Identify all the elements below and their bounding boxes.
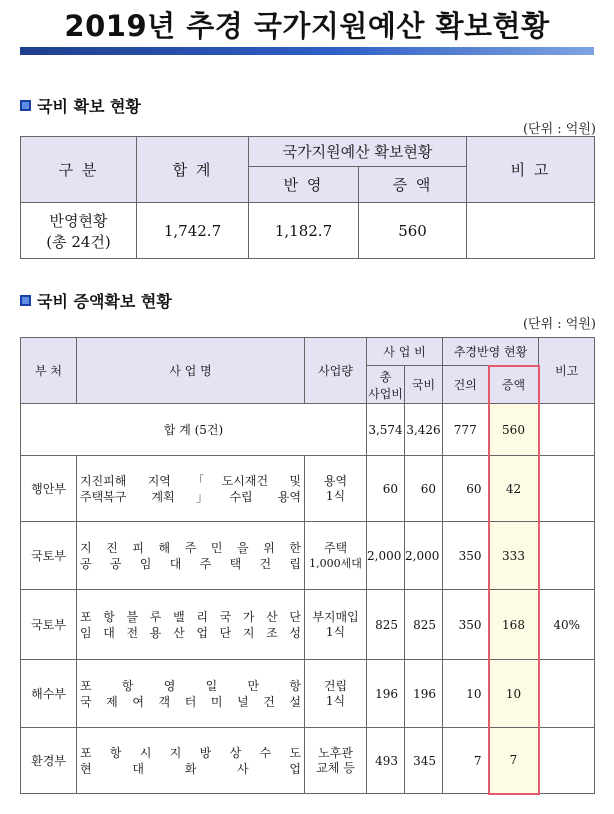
header-supp: 추경반영 현황 <box>443 338 539 366</box>
row-count: 10 <box>443 660 489 728</box>
row-project-name <box>77 660 305 728</box>
row-total: 2,000 <box>367 522 405 590</box>
table-row <box>21 456 595 522</box>
row-project-name-l1: 포 항 블 루 밸 리 국 가 산 단 <box>80 609 301 624</box>
row-project-name-l1: 지진피해 지역 「도시재건 및 <box>80 473 301 488</box>
header-note: 비고 <box>539 338 595 404</box>
row-increase: 333 <box>489 522 539 590</box>
row-count: 60 <box>443 456 489 522</box>
row-project-name-l2: 현 대 화 사 업 <box>80 761 301 776</box>
row-national: 196 <box>405 660 443 728</box>
table-row <box>21 660 595 728</box>
row-note <box>539 522 595 590</box>
row-total: 1,742.7 <box>137 203 249 259</box>
row-dept: 국토부 <box>21 590 77 660</box>
row-increase: 168 <box>489 590 539 660</box>
title-underline-bar <box>20 47 594 55</box>
section1-heading <box>20 94 141 117</box>
row-note <box>467 203 595 259</box>
row-quantity-l2: 1,000세대 <box>309 556 362 570</box>
sum-note <box>539 404 595 456</box>
section2-unit: (단위 : 억원) <box>522 317 596 332</box>
table-row <box>21 728 595 794</box>
header-increase: 증 액 <box>359 167 467 203</box>
row-national: 60 <box>405 456 443 522</box>
sum-count: 777 <box>443 404 489 456</box>
row-count: 350 <box>443 590 489 660</box>
row-quantity <box>305 728 367 794</box>
square-bullet-icon <box>20 100 31 111</box>
header-total-budget-l1: 총 <box>379 369 392 384</box>
row-quantity-l1: 주택 <box>323 540 348 555</box>
increase-detail-table <box>20 337 595 795</box>
row-project-name-l2: 임 대 전 용 산 업 단 지 조 성 <box>80 625 301 640</box>
row-label <box>21 203 137 259</box>
row-project-name <box>77 728 305 794</box>
row-total: 493 <box>367 728 405 794</box>
row-quantity <box>305 522 367 590</box>
row-quantity-l2: 1식 <box>325 624 346 639</box>
row-label-line2: (총 24건) <box>46 232 111 251</box>
table-row <box>21 522 595 590</box>
row-dept: 국토부 <box>21 522 77 590</box>
row-dept: 행안부 <box>21 456 77 522</box>
header-quantity: 사업량 <box>305 338 367 404</box>
row-national: 825 <box>405 590 443 660</box>
row-quantity-l1: 부지매입 <box>312 609 359 624</box>
sum-label: 합 계 (5건) <box>21 404 367 456</box>
header-reflected: 반 영 <box>249 167 359 203</box>
row-total: 60 <box>367 456 405 522</box>
header-national: 국비 <box>405 366 443 404</box>
header-project: 사 업 명 <box>77 338 305 404</box>
table-row-sum <box>21 404 595 456</box>
header-total: 합 계 <box>137 137 249 203</box>
sum-total: 3,574 <box>367 404 405 456</box>
row-count: 7 <box>443 728 489 794</box>
header-note: 비 고 <box>467 137 595 203</box>
row-national: 2,000 <box>405 522 443 590</box>
header-count: 건의 <box>443 366 489 404</box>
table-row <box>21 203 595 259</box>
row-quantity-l1: 노후관 <box>318 745 353 760</box>
header-total-budget-l2: 사업비 <box>368 386 403 401</box>
row-quantity-l1: 건립 <box>323 678 348 693</box>
row-project-name <box>77 522 305 590</box>
row-count: 350 <box>443 522 489 590</box>
section1-heading-text: 국비 확보 현황 <box>37 97 141 116</box>
row-project-name-l1: 포 항 시 지 방 상 수 도 <box>80 745 301 760</box>
header-category: 구 분 <box>21 137 137 203</box>
sum-increase: 560 <box>489 404 539 456</box>
table-row <box>21 590 595 660</box>
header-increase: 증액 <box>489 366 539 404</box>
row-note <box>539 660 595 728</box>
row-increase: 7 <box>489 728 539 794</box>
row-quantity-l2: 1식 <box>325 693 346 708</box>
row-reflected: 1,182.7 <box>249 203 359 259</box>
row-quantity-l1: 용역 <box>323 473 348 488</box>
row-total: 825 <box>367 590 405 660</box>
section1-unit: (단위 : 억원) <box>522 122 596 137</box>
row-project-name <box>77 590 305 660</box>
row-project-name-l1: 지 진 피 해 주 민 을 위 한 <box>80 540 301 555</box>
section2-heading-text: 국비 증액확보 현황 <box>37 292 172 311</box>
row-national: 345 <box>405 728 443 794</box>
header-total-budget <box>367 366 405 404</box>
row-project-name-l1: 포 항 영 일 만 항 <box>80 678 301 693</box>
row-quantity <box>305 590 367 660</box>
row-quantity <box>305 660 367 728</box>
row-increase: 560 <box>359 203 467 259</box>
row-project-name-l2: 주택복구 계획」수립 용역 <box>80 489 301 504</box>
section2-heading <box>20 289 172 312</box>
header-group: 국가지원예산 확보현황 <box>249 137 467 167</box>
row-quantity-l2: 1식 <box>325 488 346 503</box>
row-note: 40% <box>539 590 595 660</box>
row-project-name-l2: 공 공 임 대 주 택 건 립 <box>80 556 301 571</box>
row-note <box>539 728 595 794</box>
row-quantity-l2: 교체 등 <box>316 760 355 775</box>
row-increase: 42 <box>489 456 539 522</box>
row-project-name-l2: 국 제 여 객 터 미 널 건 설 <box>80 694 301 709</box>
header-budget: 사 업 비 <box>367 338 443 366</box>
square-bullet-icon <box>20 295 31 306</box>
header-dept: 부 처 <box>21 338 77 404</box>
row-quantity <box>305 456 367 522</box>
row-dept: 환경부 <box>21 728 77 794</box>
row-project-name <box>77 456 305 522</box>
row-dept: 해수부 <box>21 660 77 728</box>
page-title: 2019년 추경 국가지원예산 확보현황 <box>64 9 550 43</box>
row-increase: 10 <box>489 660 539 728</box>
row-label-line1: 반영현황 <box>49 211 108 230</box>
sum-national: 3,426 <box>405 404 443 456</box>
row-note <box>539 456 595 522</box>
national-budget-summary-table <box>20 136 595 259</box>
row-total: 196 <box>367 660 405 728</box>
